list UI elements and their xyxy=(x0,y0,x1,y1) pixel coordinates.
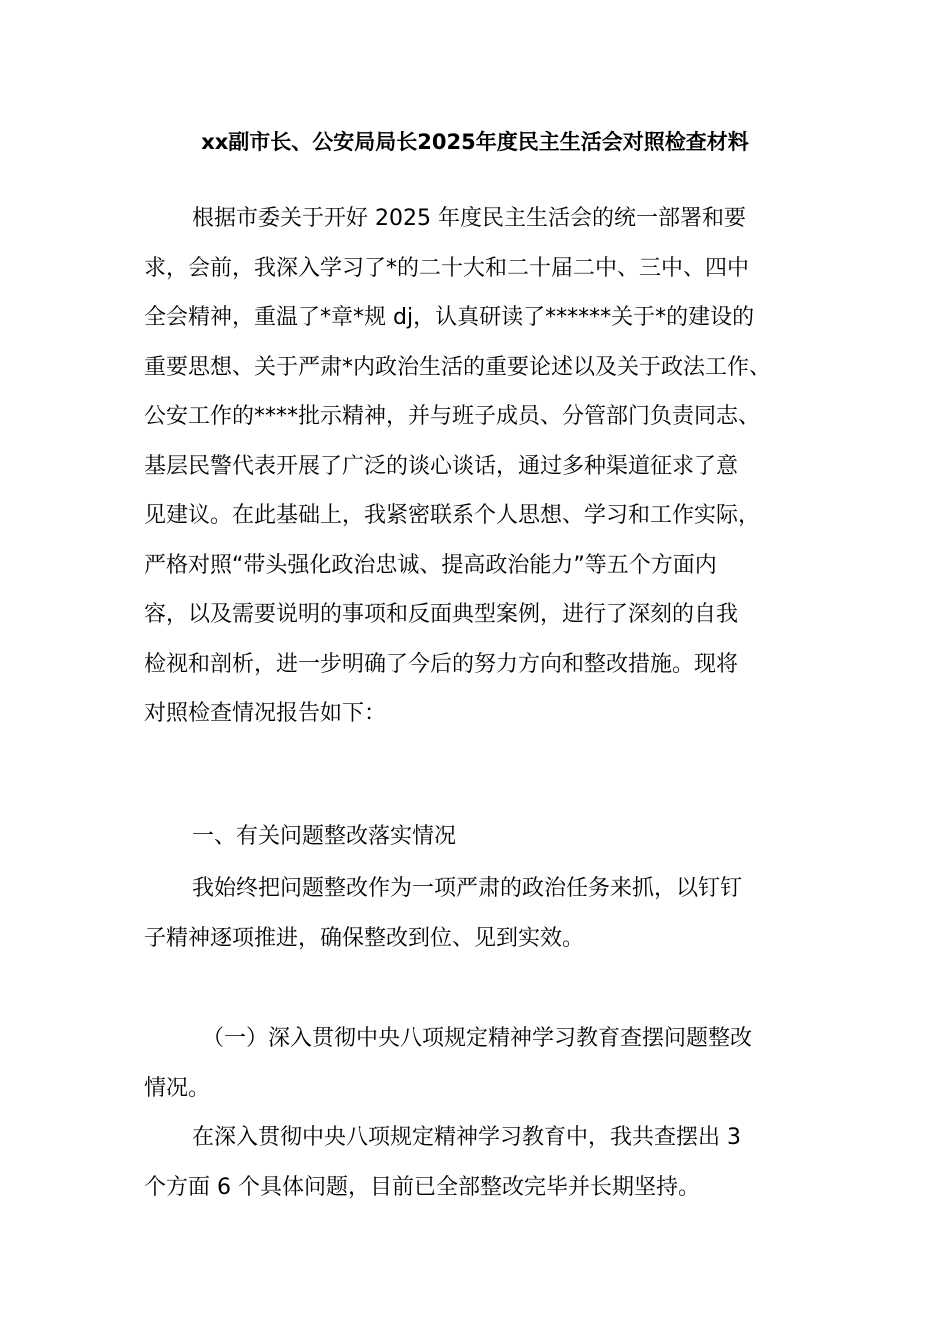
subsection-1-paragraph xyxy=(144,1113,824,1212)
subsection-1-line: 在深入贯彻中央八项规定精神学习教育中，我共查摆出 3 xyxy=(192,1125,741,1150)
intro-line: 公安工作的****批示精神，并与班子成员、分管部门负责同志、 xyxy=(144,404,761,429)
intro-line: 求，会前，我深入学习了*的二十大和二十届二中、三中、四中 xyxy=(144,255,750,281)
intro-line: 检视和剖析，进一步明确了今后的努力方向和整改措施。现将 xyxy=(144,651,739,677)
intro-line: 全会精神，重温了*章*规 dj，认真研读了******关于*的建设的 xyxy=(144,305,755,330)
intro-line: 严格对照“带头强化政治忠诚、提高政治能力”等五个方面内 xyxy=(144,552,717,578)
document-title: xx副市长、公安局局长2025年度民主生活会对照检查材料 xyxy=(201,130,749,154)
section-heading xyxy=(144,812,824,862)
intro-line: 重要思想、关于严肃*内政治生活的重要论述以及关于政法工作、 xyxy=(144,354,772,380)
subsection-heading xyxy=(144,1014,824,1113)
section-1-line: 子精神逐项推进，确保整改到位、见到实效。 xyxy=(144,925,585,951)
intro-line: 见建议。在此基础上，我紧密联系个人思想、学习和工作实际， xyxy=(144,503,761,528)
intro-line: 基层民警代表开展了广泛的谈心谈话，通过多种渠道征求了意 xyxy=(144,453,739,479)
subsection-1-heading-line: （一）深入贯彻中央八项规定精神学习教育查摆问题整改 xyxy=(202,1026,753,1051)
section-1-paragraph xyxy=(144,864,824,963)
section-1-heading: 一、有关问题整改落实情况 xyxy=(192,824,457,849)
subsection-1-heading-line: 情况。 xyxy=(144,1075,211,1101)
intro-line: 容，以及需要说明的事项和反面典型案例，进行了深刻的自我 xyxy=(144,602,739,627)
intro-line: 对照检查情况报告如下： xyxy=(144,701,387,726)
intro-paragraph xyxy=(144,194,824,739)
intro-line: 根据市委关于开好 2025 年度民主生活会的统一部署和要 xyxy=(192,206,746,231)
subsection-1-line: 个方面 6 个具体问题，目前已全部整改完毕并长期坚持。 xyxy=(144,1174,700,1200)
section-1-line: 我始终把问题整改作为一项严肃的政治任务来抓，以钉钉 xyxy=(192,876,743,901)
